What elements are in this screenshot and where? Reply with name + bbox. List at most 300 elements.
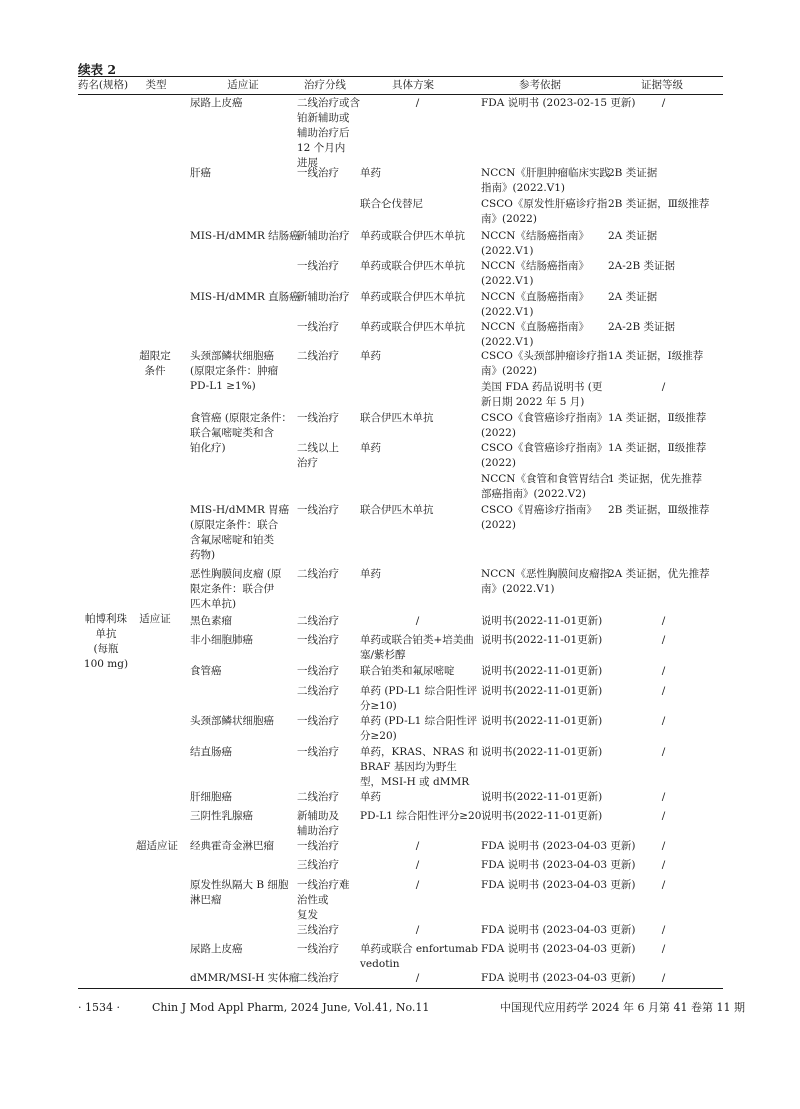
evidence-grade-cell	[608, 503, 709, 518]
regimen-cell	[360, 259, 465, 274]
evidence-grade-cell	[606, 942, 721, 957]
indication-cell	[190, 567, 281, 612]
regimen-cell-line: 单药	[360, 568, 381, 580]
reference-cell-line: (2022)	[481, 519, 516, 531]
reference-cell-line: 南》(2022)	[481, 213, 537, 225]
treatment-line-cell-line: 治性或	[297, 894, 329, 906]
regimen-cell-line: 单药或联合 enfortumab	[360, 943, 478, 955]
regimen-cell	[360, 878, 475, 893]
treatment-line-cell-line: 新辅助及	[297, 810, 339, 822]
drug-name-line: (每瓶	[93, 643, 119, 655]
regimen-cell	[360, 942, 478, 972]
regimen-cell-line: 单药 (PD-L1 综合阳性评	[360, 715, 478, 727]
treatment-line-cell	[297, 503, 339, 518]
treatment-line-cell	[297, 684, 339, 699]
indication-cell	[190, 96, 243, 111]
regimen-cell-line: 单药 (PD-L1 综合阳性评	[360, 685, 478, 697]
treatment-line-cell	[297, 839, 339, 854]
treatment-line-cell-line: 二线治疗	[297, 615, 339, 627]
regimen-cell	[360, 96, 475, 111]
page-number: · 1534 ·	[78, 1001, 120, 1014]
evidence-grade-cell	[608, 441, 706, 456]
regimen-cell	[360, 971, 475, 986]
reference-cell	[481, 320, 589, 350]
evidence-grade-cell	[608, 472, 702, 487]
reference-cell	[481, 197, 607, 227]
evidence-grade-cell-line: 1A 类证据，Ⅰ级推荐	[608, 350, 704, 362]
regimen-cell	[360, 664, 455, 679]
treatment-line-cell	[297, 320, 339, 335]
regimen-cell	[360, 503, 434, 518]
reference-cell-line: 美国 FDA 药品说明书 (更	[481, 381, 603, 393]
reference-cell-line: CSCO《胃癌诊疗指南》	[481, 504, 597, 516]
treatment-line-cell-line: 二线治疗或含	[297, 97, 360, 109]
regimen-cell-line: /	[415, 615, 420, 627]
reference-cell-line: (2022.V1)	[481, 336, 534, 348]
drug-name	[78, 612, 134, 672]
evidence-grade-cell-line: /	[661, 381, 666, 393]
regimen-cell	[360, 320, 465, 335]
indication-cell-line: 含氟尿嘧啶和铂类	[190, 534, 274, 546]
treatment-line-cell-line: 二线治疗	[297, 568, 339, 580]
regimen-cell-line: 分≥10)	[360, 700, 397, 712]
treatment-line-cell-line: 辅助治疗后	[297, 127, 350, 139]
treatment-line-cell	[297, 166, 339, 181]
treatment-line-cell	[297, 633, 339, 648]
treatment-line-cell	[297, 745, 339, 760]
journal-chinese-citation: 中国现代应用药学 2024 年 6 月第 41 卷第 11 期	[500, 1001, 745, 1014]
indication-cell	[190, 633, 253, 648]
evidence-grade-cell	[608, 349, 703, 364]
reference-cell	[481, 503, 597, 533]
reference-cell-line: NCCN《结肠癌指南》	[481, 260, 589, 272]
reference-cell	[481, 290, 589, 320]
treatment-line-cell	[297, 349, 339, 364]
reference-cell-line: (2022.V1)	[481, 275, 534, 287]
regimen-cell-line: /	[415, 879, 420, 891]
type-on-label	[130, 612, 180, 627]
evidence-grade-cell	[608, 197, 709, 212]
treatment-line-cell	[297, 614, 339, 629]
evidence-grade-cell-line: 2A 类证据	[608, 291, 658, 303]
reference-cell-line: 说明书(2022-11-01更新)	[481, 810, 603, 822]
header-drug: 药名(规格)	[77, 79, 129, 91]
evidence-grade-cell-line: /	[661, 615, 666, 627]
table-bottom-rule	[78, 988, 723, 989]
regimen-cell	[360, 684, 477, 714]
indication-cell-line: MIS-H/dMMR 胃癌	[190, 504, 290, 516]
regimen-cell-line: 单药	[360, 350, 381, 362]
evidence-grade-cell	[606, 614, 721, 629]
regimen-cell-line: 联合铂类和氟尿嘧啶	[360, 665, 455, 677]
regimen-cell	[360, 790, 381, 805]
treatment-line-cell-line: 三线治疗	[297, 924, 339, 936]
indication-cell-line: 限定条件：联合伊	[190, 583, 274, 595]
indication-cell-line: 黑色素瘤	[190, 615, 232, 627]
treatment-line-cell	[297, 229, 350, 244]
indication-cell	[190, 349, 278, 394]
treatment-line-cell	[297, 664, 339, 679]
evidence-grade-cell-line: /	[661, 972, 666, 984]
evidence-grade-cell-line: /	[661, 791, 666, 803]
indication-cell-line: 药物)	[190, 549, 216, 561]
regimen-cell-line: 单药	[360, 167, 381, 179]
reference-cell-line: FDA 说明书 (2023-04-03 更新)	[481, 840, 636, 852]
header-line: 治疗分线	[304, 79, 346, 91]
evidence-grade-cell-line: /	[661, 879, 666, 891]
treatment-line-cell	[297, 971, 339, 986]
drug-name-line: 单抗	[95, 628, 117, 640]
evidence-grade-cell	[608, 290, 657, 305]
regimen-cell-line: vedotin	[360, 958, 400, 970]
indication-cell	[190, 971, 299, 986]
type-off-label-line: 条件	[144, 365, 166, 377]
evidence-grade-cell	[606, 878, 721, 893]
treatment-line-cell	[297, 96, 360, 171]
indication-cell	[190, 942, 243, 957]
indication-cell	[190, 878, 288, 908]
regimen-cell	[360, 411, 434, 426]
treatment-line-cell-line: 一线治疗	[297, 715, 339, 727]
reference-cell	[481, 714, 602, 729]
drug-name-line: 帕博利珠	[85, 613, 127, 625]
evidence-grade-cell-line: 2A 类证据	[608, 230, 658, 242]
reference-cell-line: 说明书(2022-11-01更新)	[481, 685, 603, 697]
reference-cell	[481, 614, 602, 629]
regimen-cell	[360, 166, 381, 181]
treatment-line-cell-line: 一线治疗	[297, 412, 339, 424]
treatment-line-cell	[297, 858, 339, 873]
regimen-cell-line: 联合仑伐替尼	[360, 198, 423, 210]
regimen-cell-line: 单药，KRAS、NRAS 和	[360, 746, 479, 758]
evidence-grade-cell-line: /	[661, 715, 666, 727]
regimen-cell	[360, 567, 381, 582]
table-top-rule	[78, 76, 723, 77]
treatment-line-cell	[297, 790, 339, 805]
reference-cell	[481, 411, 607, 441]
evidence-grade-cell	[606, 664, 721, 679]
evidence-grade-cell	[608, 567, 710, 582]
regimen-cell	[360, 633, 474, 663]
regimen-cell	[360, 745, 478, 790]
evidence-grade-cell	[608, 411, 706, 426]
regimen-cell	[360, 858, 475, 873]
evidence-grade-cell-line: 2B 类证据，Ⅲ级推荐	[608, 504, 710, 516]
reference-cell-line: 部癌指南》(2022.V2)	[481, 488, 587, 500]
evidence-grade-cell-line: 2B 类证据，Ⅲ级推荐	[608, 198, 710, 210]
evidence-grade-cell-line: 2B 类证据	[608, 167, 658, 179]
evidence-grade-cell	[606, 380, 721, 395]
evidence-grade-cell-line: 2A 类证据，优先推荐	[608, 568, 710, 580]
regimen-cell-line: 单药或联合伊匹木单抗	[360, 230, 465, 242]
regimen-cell-line: /	[415, 859, 420, 871]
indication-cell	[190, 411, 292, 456]
regimen-cell	[360, 809, 481, 824]
evidence-grade-cell	[606, 745, 721, 760]
treatment-line-cell-line: 二线以上	[297, 442, 339, 454]
regimen-cell	[360, 839, 475, 854]
reference-cell-line: FDA 说明书 (2023-02-15 更新)	[481, 97, 636, 109]
indication-cell	[190, 503, 289, 563]
evidence-grade-cell-line: /	[661, 685, 666, 697]
drug-name-line: 100 mg)	[83, 658, 129, 670]
evidence-grade-cell	[606, 714, 721, 729]
treatment-line-cell-line: 一线治疗	[297, 634, 339, 646]
indication-cell-line: 匹木单抗)	[190, 598, 237, 610]
indication-cell-line: 联合氟嘧啶类和含	[190, 427, 274, 439]
regimen-cell-line: 单药或联合伊匹木单抗	[360, 291, 465, 303]
treatment-line-cell-line: 一线治疗	[297, 943, 339, 955]
treatment-line-cell-line: 一线治疗	[297, 167, 339, 179]
reference-cell	[481, 684, 602, 699]
regimen-cell-line: /	[415, 840, 420, 852]
reference-cell	[481, 380, 602, 410]
treatment-line-cell-line: 新辅助治疗	[297, 230, 350, 242]
regimen-cell-line: 单药	[360, 791, 381, 803]
regimen-cell-line: PD-L1 综合阳性评分≥20	[360, 810, 482, 822]
reference-cell	[481, 633, 602, 648]
indication-cell	[190, 790, 232, 805]
regimen-cell-line: BRAF 基因均为野生	[360, 761, 457, 773]
treatment-line-cell-line: 二线治疗	[297, 972, 339, 984]
evidence-grade-cell-line: /	[661, 97, 666, 109]
reference-cell-line: CSCO《食管癌诊疗指南》	[481, 442, 608, 454]
regimen-cell	[360, 714, 477, 744]
regimen-cell	[360, 290, 465, 305]
header-grade: 证据等级	[641, 79, 683, 91]
treatment-line-cell	[297, 411, 339, 426]
reference-cell-line: NCCN《肝胆肿瘤临床实践	[481, 167, 610, 179]
reference-cell	[481, 166, 610, 196]
treatment-line-cell-line: 二线治疗	[297, 791, 339, 803]
evidence-grade-cell-line: 2A-2B 类证据	[608, 321, 676, 333]
reference-cell-line: FDA 说明书 (2023-04-03 更新)	[481, 859, 636, 871]
indication-cell-line: 原发性纵隔大 B 细胞	[190, 879, 289, 891]
evidence-grade-cell	[606, 809, 721, 824]
reference-cell-line: 说明书(2022-11-01更新)	[481, 791, 603, 803]
indication-cell	[190, 809, 253, 824]
treatment-line-cell-line: 二线治疗	[297, 685, 339, 697]
reference-cell-line: FDA 说明书 (2023-04-03 更新)	[481, 943, 636, 955]
treatment-line-cell	[297, 942, 339, 957]
evidence-grade-cell	[608, 320, 675, 335]
reference-cell-line: NCCN《结肠癌指南》	[481, 230, 589, 242]
type-beyond-label-line: 超适应证	[136, 840, 178, 852]
indication-cell-line: 恶性胸膜间皮瘤 (原	[190, 568, 282, 580]
reference-cell	[481, 809, 602, 824]
treatment-line-cell-line: 治疗	[297, 457, 318, 469]
regimen-cell	[360, 441, 381, 456]
treatment-line-cell-line: 进展	[297, 157, 318, 169]
regimen-cell-line: 单药或联合伊匹木单抗	[360, 321, 465, 333]
reference-cell-line: 说明书(2022-11-01更新)	[481, 715, 603, 727]
reference-cell	[481, 441, 607, 471]
journal-english-citation: Chin J Mod Appl Pharm, 2024 June, Vol.41, No.11	[152, 1001, 430, 1014]
indication-cell-line: dMMR/MSI-H 实体瘤	[190, 972, 300, 984]
regimen-cell-line: 型，MSI-H 或 dMMR	[360, 776, 470, 788]
evidence-grade-cell	[608, 259, 675, 274]
reference-cell-line: 南》(2022.V1)	[481, 583, 555, 595]
evidence-grade-cell-line: 1A 类证据，Ⅱ级推荐	[608, 442, 707, 454]
indication-cell-line: PD-L1 ≥1%)	[190, 380, 256, 392]
treatment-line-cell-line: 一线治疗	[297, 665, 339, 677]
evidence-grade-cell-line: /	[661, 810, 666, 822]
indication-cell	[190, 714, 274, 729]
indication-cell-line: 头颈部鳞状细胞癌	[190, 715, 274, 727]
header-indication: 适应证	[227, 79, 259, 91]
type-off-label	[130, 349, 180, 379]
evidence-grade-cell	[608, 229, 657, 244]
evidence-grade-cell	[608, 166, 657, 181]
type-off-label-line: 超限定	[139, 350, 171, 362]
indication-cell-line: 经典霍奇金淋巴瘤	[190, 840, 274, 852]
treatment-line-cell-line: 新辅助治疗	[297, 291, 350, 303]
indication-cell-line: 结直肠癌	[190, 746, 232, 758]
reference-cell	[481, 790, 602, 805]
indication-cell-line: (原限定条件：肿瘤	[190, 365, 279, 377]
evidence-grade-cell	[606, 923, 721, 938]
treatment-line-cell-line: 一线治疗	[297, 260, 339, 272]
treatment-line-cell-line: 一线治疗难	[297, 879, 350, 891]
evidence-grade-cell	[606, 839, 721, 854]
reference-cell-line: NCCN《直肠癌指南》	[481, 291, 589, 303]
evidence-grade-cell	[606, 96, 721, 111]
reference-cell-line: 指南》(2022.V1)	[481, 182, 566, 194]
treatment-line-cell	[297, 809, 339, 839]
regimen-cell	[360, 614, 475, 629]
treatment-line-cell	[297, 714, 339, 729]
reference-cell-line: NCCN《恶性胸膜间皮瘤指	[481, 568, 610, 580]
indication-cell	[190, 839, 274, 854]
regimen-cell-line: /	[415, 972, 420, 984]
treatment-line-cell-line: 12 个月内	[297, 142, 346, 154]
regimen-cell-line: 单药或联合铂类+培美曲	[360, 634, 474, 646]
indication-cell-line: 肝细胞癌	[190, 791, 232, 803]
treatment-line-cell	[297, 259, 339, 274]
reference-cell-line: (2022)	[481, 457, 516, 469]
regimen-cell	[360, 197, 423, 212]
indication-cell-line: 非小细胞肺癌	[190, 634, 253, 646]
reference-cell-line: FDA 说明书 (2023-04-03 更新)	[481, 924, 636, 936]
regimen-cell-line: 联合伊匹木单抗	[360, 412, 434, 424]
indication-cell	[190, 614, 232, 629]
indication-cell-line: 尿路上皮癌	[190, 97, 243, 109]
evidence-grade-cell	[606, 971, 721, 986]
reference-cell	[481, 472, 610, 502]
regimen-cell	[360, 923, 475, 938]
evidence-grade-cell-line: /	[661, 859, 666, 871]
evidence-grade-cell	[606, 684, 721, 699]
indication-cell-line: 食管癌	[190, 665, 222, 677]
reference-cell-line: NCCN《食管和食管胃结合	[481, 473, 610, 485]
treatment-line-cell-line: 铂新辅助或	[297, 112, 350, 124]
treatment-line-cell	[297, 923, 339, 938]
regimen-cell-line: 联合伊匹木单抗	[360, 504, 434, 516]
reference-cell	[481, 664, 602, 679]
reference-cell-line: CSCO《食管癌诊疗指南》	[481, 412, 608, 424]
treatment-line-cell-line: 复发	[297, 909, 318, 921]
regimen-cell-line: 单药	[360, 442, 381, 454]
header-type: 类型	[145, 79, 167, 91]
treatment-line-cell	[297, 567, 339, 582]
indication-cell-line: 铂化疗)	[190, 442, 226, 454]
evidence-grade-cell	[606, 790, 721, 805]
regimen-cell-line: 单药或联合伊匹木单抗	[360, 260, 465, 272]
reference-cell	[481, 349, 607, 379]
indication-cell	[190, 664, 222, 679]
indication-cell-line: 肝癌	[190, 167, 211, 179]
indication-cell-line: 食管癌 (原限定条件：	[190, 412, 292, 424]
evidence-grade-cell-line: /	[661, 665, 666, 677]
indication-cell-line: 尿路上皮癌	[190, 943, 243, 955]
indication-cell-line: MIS-H/dMMR 直肠癌	[190, 291, 300, 303]
indication-cell	[190, 745, 232, 760]
indication-cell-line: MIS-H/dMMR 结肠癌	[190, 230, 300, 242]
type-on-label-line: 适应证	[139, 613, 171, 625]
header-plan: 具体方案	[392, 79, 434, 91]
reference-cell	[481, 567, 610, 597]
reference-cell-line: CSCO《原发性肝癌诊疗指	[481, 198, 608, 210]
evidence-grade-cell-line: /	[661, 840, 666, 852]
regimen-cell-line: /	[415, 97, 420, 109]
reference-cell-line: FDA 说明书 (2023-04-03 更新)	[481, 879, 636, 891]
reference-cell	[481, 229, 589, 259]
reference-cell-line: NCCN《直肠癌指南》	[481, 321, 589, 333]
treatment-line-cell	[297, 441, 339, 471]
indication-cell-line: 淋巴瘤	[190, 894, 222, 906]
table-header-rule	[78, 94, 723, 95]
type-beyond-label	[128, 839, 186, 854]
reference-cell-line: (2022.V1)	[481, 245, 534, 257]
reference-cell-line: 说明书(2022-11-01更新)	[481, 634, 603, 646]
regimen-cell-line: 塞/紫杉醇	[360, 649, 406, 661]
treatment-line-cell	[297, 290, 350, 305]
reference-cell	[481, 259, 589, 289]
treatment-line-cell-line: 三线治疗	[297, 859, 339, 871]
indication-cell-line: 头颈部鳞状细胞癌	[190, 350, 274, 362]
reference-cell-line: 说明书(2022-11-01更新)	[481, 665, 603, 677]
indication-cell	[190, 229, 300, 244]
evidence-grade-cell-line: /	[661, 924, 666, 936]
indication-cell	[190, 166, 211, 181]
evidence-grade-cell	[606, 858, 721, 873]
evidence-grade-cell-line: /	[661, 634, 666, 646]
evidence-grade-cell	[606, 633, 721, 648]
evidence-grade-cell-line: 2A-2B 类证据	[608, 260, 676, 272]
treatment-line-cell-line: 二线治疗	[297, 350, 339, 362]
regimen-cell-line: /	[415, 924, 420, 936]
indication-cell	[190, 290, 300, 305]
treatment-line-cell-line: 一线治疗	[297, 321, 339, 333]
evidence-grade-cell-line: 1A 类证据，Ⅱ级推荐	[608, 412, 707, 424]
regimen-cell	[360, 349, 381, 364]
table-caption: 续表 2	[78, 62, 117, 77]
regimen-cell-line: 分≥20)	[360, 730, 397, 742]
evidence-grade-cell-line: /	[661, 746, 666, 758]
evidence-grade-cell-line: 1 类证据，优先推荐	[608, 473, 703, 485]
treatment-line-cell-line: 一线治疗	[297, 504, 339, 516]
evidence-grade-cell-line: /	[661, 943, 666, 955]
treatment-line-cell-line: 辅助治疗	[297, 825, 339, 837]
regimen-cell	[360, 229, 465, 244]
treatment-line-cell-line: 一线治疗	[297, 840, 339, 852]
reference-cell-line: CSCO《头颈部肿瘤诊疗指	[481, 350, 608, 362]
treatment-line-cell	[297, 878, 350, 923]
indication-cell-line: 三阴性乳腺癌	[190, 810, 253, 822]
reference-cell-line: FDA 说明书 (2023-04-03 更新)	[481, 972, 636, 984]
reference-cell-line: 说明书(2022-11-01更新)	[481, 615, 603, 627]
reference-cell-line: (2022)	[481, 427, 516, 439]
